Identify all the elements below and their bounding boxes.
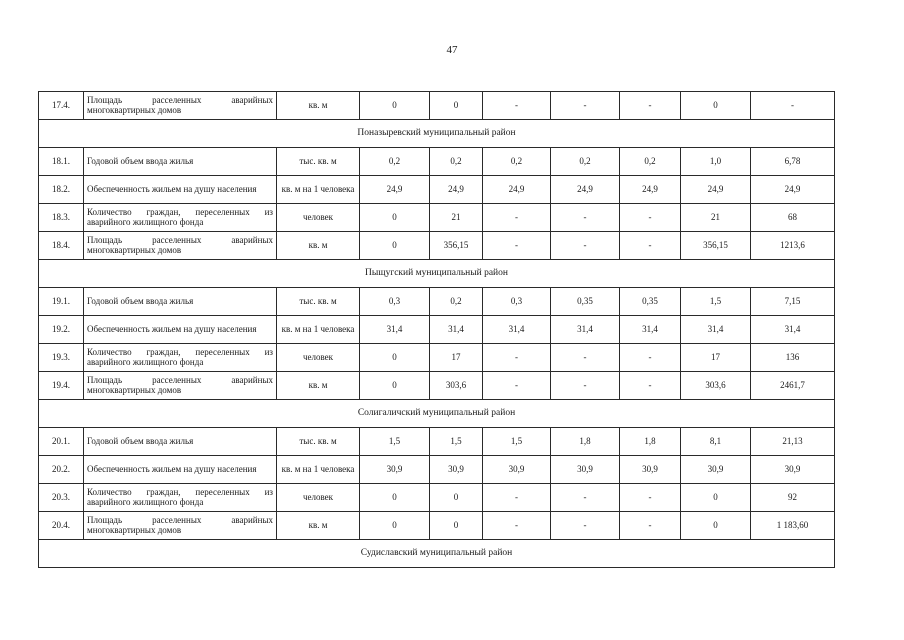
indicator-name: Площадь расселенных аварийных многоквартирных домов <box>84 512 277 540</box>
indicator-name: Обеспеченность жильем на душу населения <box>84 316 277 344</box>
table-row <box>39 288 835 316</box>
table-row <box>39 512 835 540</box>
indicator-name: Годовой объем ввода жилья <box>84 288 277 316</box>
value-cell: 24,9 <box>430 176 483 204</box>
indicator-name: Годовой объем ввода жилья <box>84 148 277 176</box>
value-cell: 31,4 <box>483 316 551 344</box>
value-cell: 31,4 <box>551 316 620 344</box>
value-cell: - <box>483 344 551 372</box>
row-number: 20.2. <box>39 456 84 484</box>
section-title: Судиславский муниципальный район <box>39 540 835 568</box>
indicator-name: Количество граждан, переселенных из аварийного жилищного фонда <box>84 344 277 372</box>
value-cell: - <box>620 92 681 120</box>
value-cell: 136 <box>751 344 835 372</box>
row-number: 19.2. <box>39 316 84 344</box>
value-cell: 24,9 <box>483 176 551 204</box>
indicator-name: Площадь расселенных аварийных многоквартирных домов <box>84 92 277 120</box>
value-cell: 0 <box>430 512 483 540</box>
value-cell: - <box>483 204 551 232</box>
value-cell: 0,2 <box>483 148 551 176</box>
unit-cell: кв. м на 1 человека <box>277 316 360 344</box>
value-cell: 0,35 <box>551 288 620 316</box>
value-cell: - <box>620 372 681 400</box>
table-row <box>39 428 835 456</box>
table-row <box>39 232 835 260</box>
value-cell: 24,9 <box>681 176 751 204</box>
value-cell: - <box>551 484 620 512</box>
row-number: 20.1. <box>39 428 84 456</box>
row-number: 19.3. <box>39 344 84 372</box>
value-cell: 0 <box>360 484 430 512</box>
value-cell: 1,8 <box>551 428 620 456</box>
indicator-name: Количество граждан, переселенных из аварийного жилищного фонда <box>84 484 277 512</box>
value-cell: 1,5 <box>483 428 551 456</box>
value-cell: 17 <box>430 344 483 372</box>
value-cell: 1213,6 <box>751 232 835 260</box>
table-row <box>39 344 835 372</box>
row-number: 18.1. <box>39 148 84 176</box>
value-cell: - <box>551 372 620 400</box>
table-row <box>39 204 835 232</box>
value-cell: 0,2 <box>360 148 430 176</box>
value-cell: 0 <box>360 204 430 232</box>
section-row <box>39 540 835 568</box>
value-cell: - <box>483 92 551 120</box>
value-cell: 24,9 <box>751 176 835 204</box>
section-title: Поназыревский муниципальный район <box>39 120 835 148</box>
indicator-name: Обеспеченность жильем на душу населения <box>84 456 277 484</box>
value-cell: 1,5 <box>681 288 751 316</box>
table-row <box>39 316 835 344</box>
section-row <box>39 120 835 148</box>
value-cell: 30,9 <box>620 456 681 484</box>
indicator-name: Количество граждан, переселенных из аварийного жилищного фонда <box>84 204 277 232</box>
value-cell: 0 <box>360 232 430 260</box>
value-cell: 6,78 <box>751 148 835 176</box>
value-cell: - <box>483 484 551 512</box>
unit-cell: человек <box>277 344 360 372</box>
unit-cell: кв. м на 1 человека <box>277 456 360 484</box>
table-row <box>39 372 835 400</box>
value-cell: 1 183,60 <box>751 512 835 540</box>
table-row <box>39 92 835 120</box>
value-cell: 31,4 <box>751 316 835 344</box>
row-number: 19.1. <box>39 288 84 316</box>
value-cell: 0,3 <box>483 288 551 316</box>
value-cell: 1,5 <box>360 428 430 456</box>
row-number: 18.4. <box>39 232 84 260</box>
value-cell: - <box>620 204 681 232</box>
row-number: 20.4. <box>39 512 84 540</box>
value-cell: 30,9 <box>430 456 483 484</box>
unit-cell: кв. м <box>277 372 360 400</box>
value-cell: 1,5 <box>430 428 483 456</box>
value-cell: 0 <box>360 344 430 372</box>
unit-cell: кв. м на 1 человека <box>277 176 360 204</box>
value-cell: - <box>551 512 620 540</box>
value-cell: 24,9 <box>620 176 681 204</box>
unit-cell: кв. м <box>277 512 360 540</box>
value-cell: 7,15 <box>751 288 835 316</box>
value-cell: 303,6 <box>430 372 483 400</box>
value-cell: - <box>551 232 620 260</box>
section-row <box>39 260 835 288</box>
value-cell: 30,9 <box>751 456 835 484</box>
value-cell: - <box>551 344 620 372</box>
value-cell: 92 <box>751 484 835 512</box>
section-title: Пыщугский муниципальный район <box>39 260 835 288</box>
value-cell: 31,4 <box>360 316 430 344</box>
unit-cell: человек <box>277 204 360 232</box>
value-cell: 0,2 <box>620 148 681 176</box>
value-cell: 0 <box>681 512 751 540</box>
value-cell: 2461,7 <box>751 372 835 400</box>
value-cell: 356,15 <box>430 232 483 260</box>
value-cell: 30,9 <box>551 456 620 484</box>
row-number: 20.3. <box>39 484 84 512</box>
value-cell: 0,2 <box>551 148 620 176</box>
table-body <box>39 92 835 568</box>
indicator-name: Площадь расселенных аварийных многоквартирных домов <box>84 232 277 260</box>
value-cell: - <box>483 232 551 260</box>
indicators-table <box>38 91 835 568</box>
value-cell: - <box>483 372 551 400</box>
value-cell: - <box>483 512 551 540</box>
value-cell: 303,6 <box>681 372 751 400</box>
row-number: 18.2. <box>39 176 84 204</box>
value-cell: 30,9 <box>681 456 751 484</box>
row-number: 19.4. <box>39 372 84 400</box>
value-cell: 21 <box>430 204 483 232</box>
table-row <box>39 456 835 484</box>
row-number: 17.4. <box>39 92 84 120</box>
value-cell: 0,35 <box>620 288 681 316</box>
table-row <box>39 484 835 512</box>
value-cell: 356,15 <box>681 232 751 260</box>
section-row <box>39 400 835 428</box>
value-cell: - <box>551 92 620 120</box>
unit-cell: кв. м <box>277 92 360 120</box>
value-cell: 0 <box>430 92 483 120</box>
value-cell: 17 <box>681 344 751 372</box>
value-cell: 0 <box>360 512 430 540</box>
unit-cell: человек <box>277 484 360 512</box>
value-cell: 24,9 <box>551 176 620 204</box>
value-cell: 30,9 <box>483 456 551 484</box>
value-cell: 30,9 <box>360 456 430 484</box>
value-cell: - <box>620 512 681 540</box>
unit-cell: тыс. кв. м <box>277 428 360 456</box>
indicator-name: Площадь расселенных аварийных многоквартирных домов <box>84 372 277 400</box>
value-cell: 31,4 <box>430 316 483 344</box>
row-number: 18.3. <box>39 204 84 232</box>
indicator-name: Обеспеченность жильем на душу населения <box>84 176 277 204</box>
value-cell: 0 <box>430 484 483 512</box>
value-cell: - <box>620 344 681 372</box>
value-cell: 0 <box>360 92 430 120</box>
value-cell: 21 <box>681 204 751 232</box>
unit-cell: тыс. кв. м <box>277 288 360 316</box>
value-cell: 1,0 <box>681 148 751 176</box>
table-row <box>39 148 835 176</box>
value-cell: 0 <box>681 92 751 120</box>
value-cell: 1,8 <box>620 428 681 456</box>
value-cell: 0,2 <box>430 148 483 176</box>
unit-cell: кв. м <box>277 232 360 260</box>
value-cell: 68 <box>751 204 835 232</box>
value-cell: - <box>751 92 835 120</box>
value-cell: 31,4 <box>681 316 751 344</box>
value-cell: 21,13 <box>751 428 835 456</box>
unit-cell: тыс. кв. м <box>277 148 360 176</box>
value-cell: 24,9 <box>360 176 430 204</box>
section-title: Солигаличский муниципальный район <box>39 400 835 428</box>
value-cell: 0 <box>681 484 751 512</box>
indicator-name: Годовой объем ввода жилья <box>84 428 277 456</box>
value-cell: - <box>551 204 620 232</box>
value-cell: 0 <box>360 372 430 400</box>
value-cell: 8,1 <box>681 428 751 456</box>
page-number: 47 <box>446 44 458 56</box>
value-cell: 0,2 <box>430 288 483 316</box>
value-cell: - <box>620 484 681 512</box>
value-cell: 31,4 <box>620 316 681 344</box>
value-cell: - <box>620 232 681 260</box>
value-cell: 0,3 <box>360 288 430 316</box>
table-row <box>39 176 835 204</box>
